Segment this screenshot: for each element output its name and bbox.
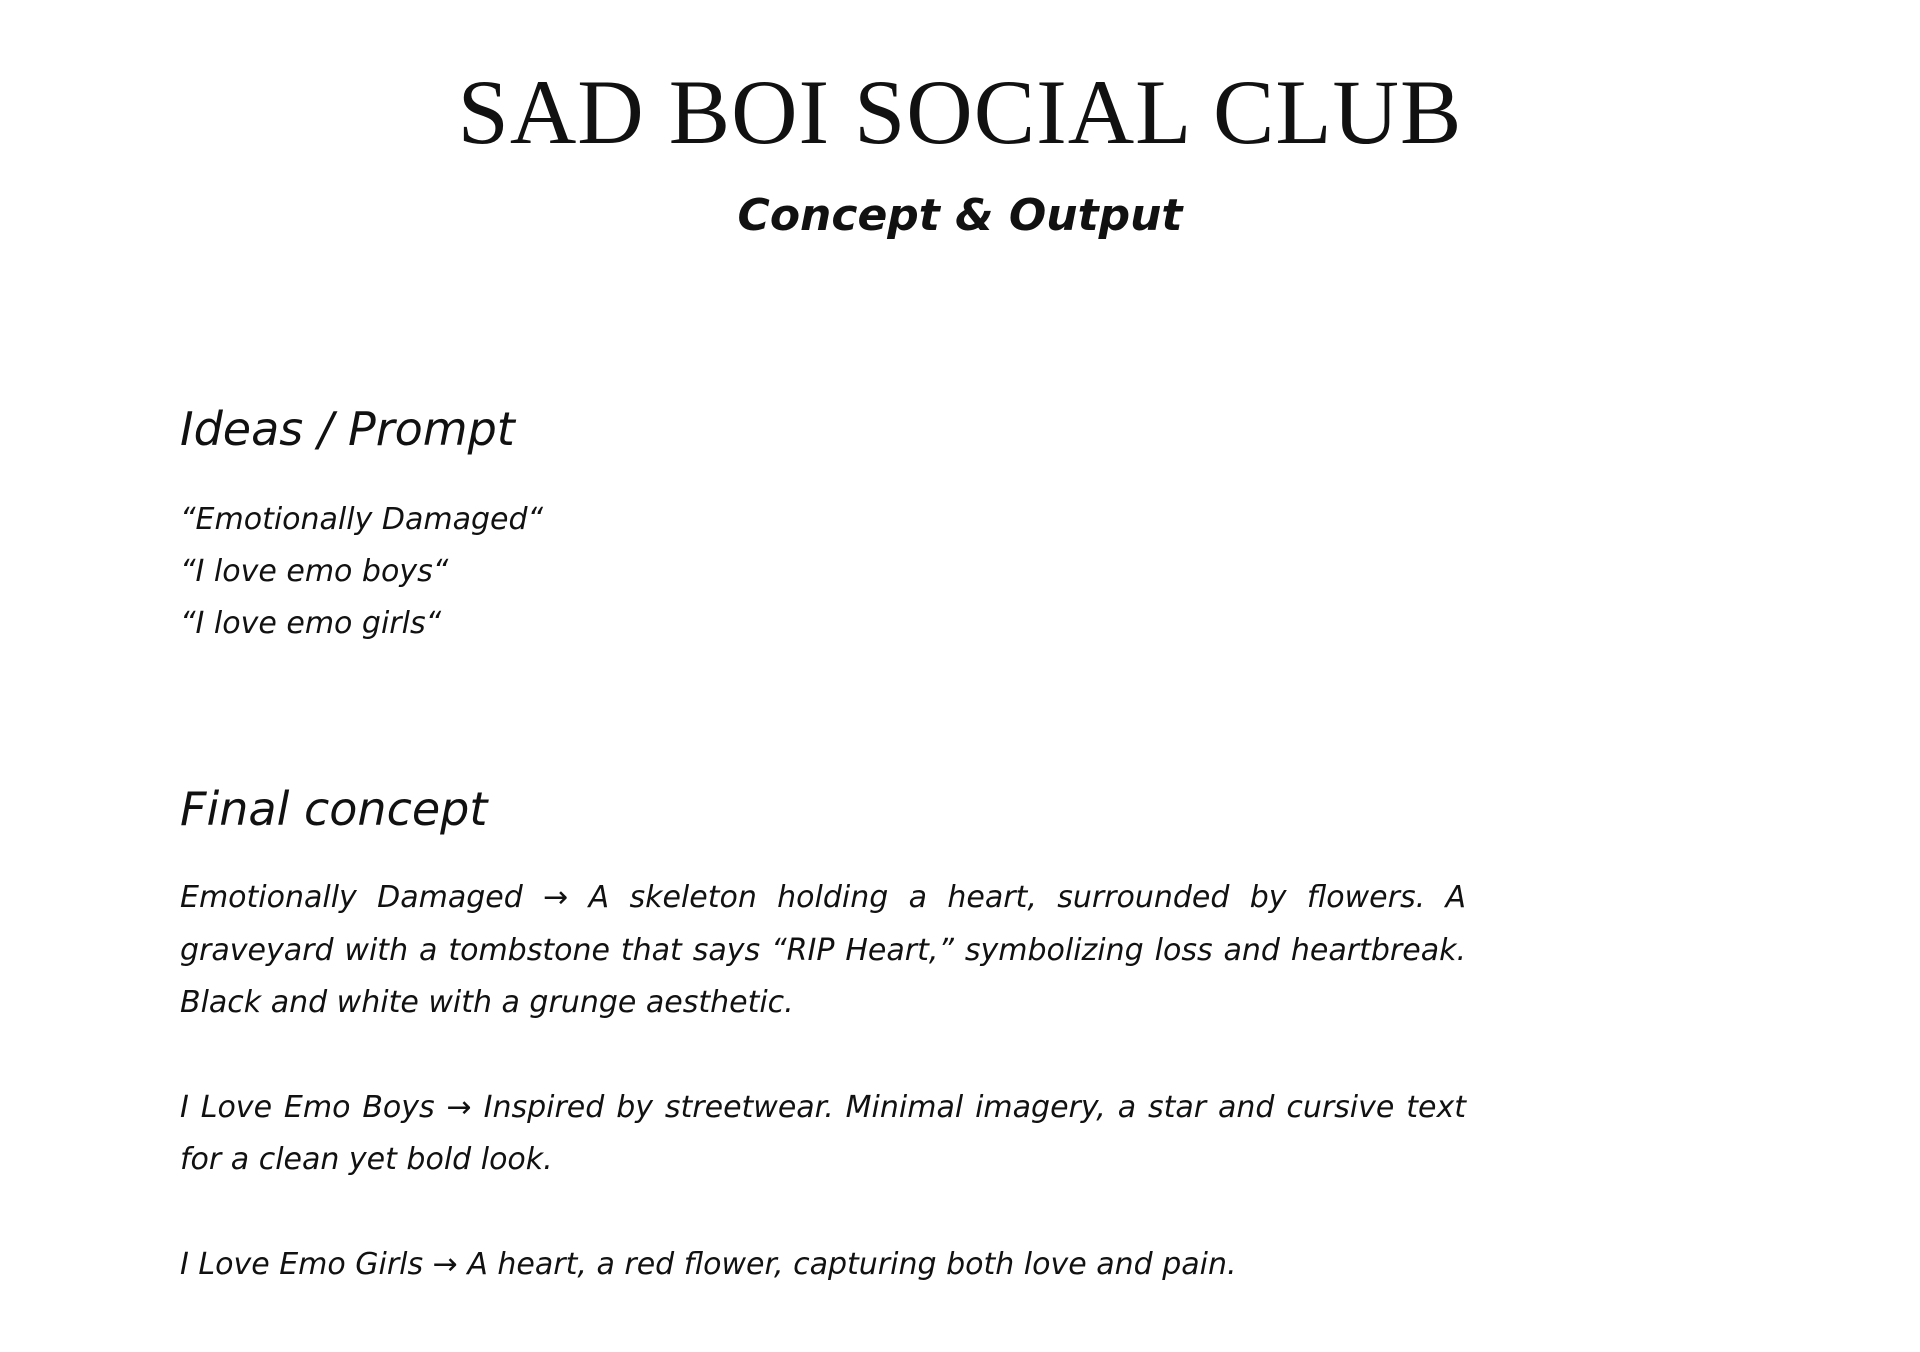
final-concept-heading: Final concept (180, 782, 488, 836)
idea-item: “Emotionally Damaged“ (180, 502, 544, 537)
final-concept-body (180, 872, 1466, 1343)
idea-item: “I love emo boys“ (180, 554, 449, 589)
document-title: SAD BOI SOCIAL CLUB (457, 61, 1463, 163)
concept-paragraph-emotionally-damaged: Emotionally Damaged → A skeleton holding a heart, surrounded by flowers. A graveyard with a tombstone that says “RIP Heart,” symbolizing loss and heartbreak. Black and white with a grunge aesthetic. (180, 880, 1466, 1020)
idea-list (180, 494, 1480, 650)
concept-paragraph-emo-girls: I Love Emo Girls → A heart, a red flower, capturing both love and pain. (180, 1246, 1237, 1282)
document-subtitle: Concept & Output (737, 190, 1183, 241)
ideas-heading: Ideas / Prompt (180, 402, 515, 456)
concept-paragraph-emo-boys: I Love Emo Boys → Inspired by streetwear. Minimal imagery, a star and cursive text for a clean yet bold look. (180, 1089, 1466, 1177)
idea-item: “I love emo girls“ (180, 606, 442, 641)
